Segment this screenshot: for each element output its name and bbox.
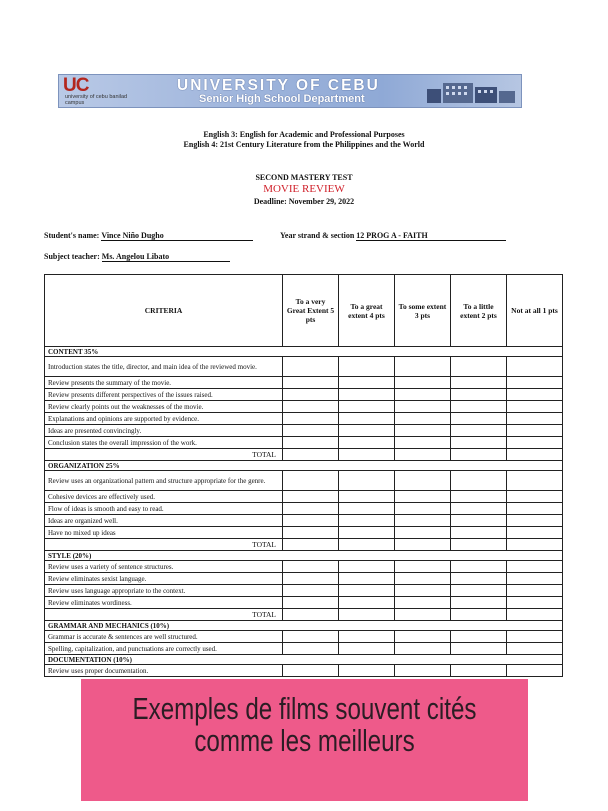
score-cell[interactable] xyxy=(451,413,507,425)
score-cell[interactable] xyxy=(507,491,563,503)
score-cell[interactable] xyxy=(339,573,395,585)
score-cell[interactable] xyxy=(339,357,395,377)
building-icon xyxy=(425,79,517,103)
university-name: UNIVERSITY OF CEBU xyxy=(177,77,380,94)
total-cell[interactable] xyxy=(507,449,563,461)
score-cell[interactable] xyxy=(507,413,563,425)
overlay-caption: Exemples de films souvent cités comme les meilleurs xyxy=(132,691,477,758)
score-cell[interactable] xyxy=(283,573,339,585)
criterion-row xyxy=(45,437,563,449)
criterion-text: Spelling, capitalization, and punctuations are correctly used. xyxy=(45,643,283,655)
score-cell[interactable] xyxy=(283,515,339,527)
criterion-text: Review presents the summary of the movie. xyxy=(45,377,283,389)
score-cell[interactable] xyxy=(507,425,563,437)
total-label: TOTAL xyxy=(45,609,283,621)
score-cell[interactable] xyxy=(395,401,451,413)
score-cell[interactable] xyxy=(283,377,339,389)
score-cell[interactable] xyxy=(339,515,395,527)
score-cell[interactable] xyxy=(339,561,395,573)
score-cell[interactable] xyxy=(451,665,507,677)
score-cell[interactable] xyxy=(451,561,507,573)
column-header: To some extent 3 pts xyxy=(395,275,451,347)
criteria-header: CRITERIA xyxy=(45,275,283,347)
score-cell[interactable] xyxy=(339,377,395,389)
score-cell[interactable] xyxy=(283,527,339,539)
score-cell[interactable] xyxy=(451,425,507,437)
caption-overlay xyxy=(81,679,528,801)
student-name-field xyxy=(44,231,253,241)
strand-label: Year strand & section xyxy=(280,231,355,240)
score-cell[interactable] xyxy=(339,471,395,491)
score-cell[interactable] xyxy=(395,631,451,643)
rubric-table xyxy=(44,274,563,677)
score-cell[interactable] xyxy=(507,471,563,491)
score-cell[interactable] xyxy=(507,665,563,677)
score-cell[interactable] xyxy=(451,437,507,449)
test-deadline: Deadline: November 29, 2022 xyxy=(253,197,355,206)
student-name-label: Student's name: xyxy=(44,231,100,240)
student-name-value: Vince Niño Dugho xyxy=(101,231,253,241)
column-header: To a great extent 4 pts xyxy=(339,275,395,347)
section-row xyxy=(45,461,563,471)
criterion-text: Conclusion states the overall impression of the work. xyxy=(45,437,283,449)
score-cell[interactable] xyxy=(283,357,339,377)
score-cell[interactable] xyxy=(451,585,507,597)
score-cell[interactable] xyxy=(283,491,339,503)
total-cell[interactable] xyxy=(507,539,563,551)
total-cell[interactable] xyxy=(451,449,507,461)
score-cell[interactable] xyxy=(395,471,451,491)
score-cell[interactable] xyxy=(339,401,395,413)
score-cell[interactable] xyxy=(451,491,507,503)
score-cell[interactable] xyxy=(507,515,563,527)
score-cell[interactable] xyxy=(283,389,339,401)
course-line-2: English 4: 21st Century Literature from the Philippines and the World xyxy=(183,140,425,149)
criterion-text: Cohesive devices are effectively used. xyxy=(45,491,283,503)
test-title: SECOND MASTERY TEST xyxy=(255,173,353,182)
score-cell[interactable] xyxy=(507,401,563,413)
criterion-row xyxy=(45,425,563,437)
score-cell[interactable] xyxy=(395,597,451,609)
section-title: ORGANIZATION 25% xyxy=(45,461,563,471)
score-cell[interactable] xyxy=(339,585,395,597)
score-cell[interactable] xyxy=(339,437,395,449)
total-cell[interactable] xyxy=(395,539,451,551)
criterion-text: Ideas are presented convincingly. xyxy=(45,425,283,437)
strand-field xyxy=(280,231,506,241)
score-cell[interactable] xyxy=(507,573,563,585)
total-row xyxy=(45,539,563,551)
score-cell[interactable] xyxy=(451,631,507,643)
total-cell[interactable] xyxy=(339,609,395,621)
total-cell[interactable] xyxy=(283,449,339,461)
criterion-row xyxy=(45,561,563,573)
criterion-text: Review uses proper documentation. xyxy=(45,665,283,677)
criterion-text: Flow of ideas is smooth and easy to read. xyxy=(45,503,283,515)
score-cell[interactable] xyxy=(395,389,451,401)
total-cell[interactable] xyxy=(451,539,507,551)
criterion-text: Review uses a variety of sentence structures. xyxy=(45,561,283,573)
score-cell[interactable] xyxy=(283,503,339,515)
score-cell[interactable] xyxy=(395,413,451,425)
section-title: STYLE (20%) xyxy=(45,551,563,561)
criterion-text: Explanations and opinions are supported by evidence. xyxy=(45,413,283,425)
score-cell[interactable] xyxy=(507,643,563,655)
department-name: Senior High School Department xyxy=(199,93,365,105)
score-cell[interactable] xyxy=(283,401,339,413)
score-cell[interactable] xyxy=(507,631,563,643)
score-cell[interactable] xyxy=(395,643,451,655)
score-cell[interactable] xyxy=(507,527,563,539)
score-cell[interactable] xyxy=(283,471,339,491)
score-cell[interactable] xyxy=(283,631,339,643)
teacher-label: Subject teacher: xyxy=(44,252,100,261)
score-cell[interactable] xyxy=(395,561,451,573)
score-cell[interactable] xyxy=(507,389,563,401)
total-label: TOTAL xyxy=(45,449,283,461)
criterion-row xyxy=(45,665,563,677)
total-cell[interactable] xyxy=(451,609,507,621)
teacher-field xyxy=(44,252,230,262)
criterion-row xyxy=(45,631,563,643)
criterion-row xyxy=(45,585,563,597)
column-header: To a very Great Extent 5 pts xyxy=(283,275,339,347)
criterion-text: Introduction states the title, director, and main idea of the reviewed movie. xyxy=(45,357,283,377)
logo-subtitle: university of cebu banilad campus xyxy=(65,94,128,106)
section-title: DOCUMENTATION (10%) xyxy=(45,655,563,665)
criterion-text: Review uses an organizational pattern and structure appropriate for the genre. xyxy=(45,471,283,491)
score-cell[interactable] xyxy=(507,357,563,377)
score-cell[interactable] xyxy=(283,643,339,655)
total-cell[interactable] xyxy=(283,539,339,551)
criterion-row xyxy=(45,491,563,503)
score-cell[interactable] xyxy=(507,561,563,573)
score-cell[interactable] xyxy=(395,491,451,503)
score-cell[interactable] xyxy=(507,377,563,389)
section-title: GRAMMAR AND MECHANICS (10%) xyxy=(45,621,563,631)
score-cell[interactable] xyxy=(507,503,563,515)
score-cell[interactable] xyxy=(339,665,395,677)
total-cell[interactable] xyxy=(283,609,339,621)
criterion-text: Review presents different perspectives of the issues raised. xyxy=(45,389,283,401)
score-cell[interactable] xyxy=(451,515,507,527)
section-row xyxy=(45,655,563,665)
criterion-row xyxy=(45,389,563,401)
criterion-row xyxy=(45,515,563,527)
score-cell[interactable] xyxy=(451,471,507,491)
score-cell[interactable] xyxy=(395,437,451,449)
score-cell[interactable] xyxy=(451,357,507,377)
score-cell[interactable] xyxy=(283,437,339,449)
score-cell[interactable] xyxy=(395,357,451,377)
total-cell[interactable] xyxy=(339,539,395,551)
score-cell[interactable] xyxy=(451,527,507,539)
score-cell[interactable] xyxy=(451,389,507,401)
score-cell[interactable] xyxy=(339,503,395,515)
score-cell[interactable] xyxy=(395,503,451,515)
criterion-row xyxy=(45,357,563,377)
score-cell[interactable] xyxy=(507,585,563,597)
column-header: Not at all 1 pts xyxy=(507,275,563,347)
score-cell[interactable] xyxy=(339,389,395,401)
score-cell[interactable] xyxy=(451,597,507,609)
score-cell[interactable] xyxy=(339,425,395,437)
score-cell[interactable] xyxy=(339,643,395,655)
criterion-row xyxy=(45,377,563,389)
score-cell[interactable] xyxy=(339,631,395,643)
score-cell[interactable] xyxy=(451,503,507,515)
criterion-text: Review eliminates sexist language. xyxy=(45,573,283,585)
teacher-value: Ms. Angelou Libato xyxy=(102,252,230,262)
criterion-row xyxy=(45,643,563,655)
score-cell[interactable] xyxy=(395,573,451,585)
score-cell[interactable] xyxy=(507,437,563,449)
criterion-text: Review eliminates wordiness. xyxy=(45,597,283,609)
column-header: To a little extent 2 pts xyxy=(451,275,507,347)
section-row xyxy=(45,621,563,631)
score-cell[interactable] xyxy=(283,561,339,573)
criterion-text: Ideas are organized well. xyxy=(45,515,283,527)
criterion-row xyxy=(45,401,563,413)
score-cell[interactable] xyxy=(339,597,395,609)
score-cell[interactable] xyxy=(507,597,563,609)
section-row xyxy=(45,347,563,357)
score-cell[interactable] xyxy=(395,425,451,437)
score-cell[interactable] xyxy=(283,425,339,437)
criterion-row xyxy=(45,597,563,609)
score-cell[interactable] xyxy=(451,377,507,389)
criterion-text: Review clearly points out the weaknesses of the movie. xyxy=(45,401,283,413)
total-row xyxy=(45,609,563,621)
score-cell[interactable] xyxy=(283,413,339,425)
university-banner xyxy=(58,74,522,108)
score-cell[interactable] xyxy=(339,413,395,425)
score-cell[interactable] xyxy=(283,585,339,597)
score-cell[interactable] xyxy=(451,573,507,585)
criterion-row xyxy=(45,471,563,491)
score-cell[interactable] xyxy=(283,665,339,677)
total-cell[interactable] xyxy=(395,449,451,461)
test-subtitle: MOVIE REVIEW xyxy=(263,183,345,195)
score-cell[interactable] xyxy=(451,643,507,655)
score-cell[interactable] xyxy=(451,401,507,413)
score-cell[interactable] xyxy=(395,665,451,677)
section-row xyxy=(45,551,563,561)
score-cell[interactable] xyxy=(395,515,451,527)
criterion-text: Review uses language appropriate to the context. xyxy=(45,585,283,597)
score-cell[interactable] xyxy=(339,491,395,503)
score-cell[interactable] xyxy=(395,377,451,389)
total-label: TOTAL xyxy=(45,539,283,551)
criterion-row xyxy=(45,413,563,425)
criterion-row xyxy=(45,573,563,585)
course-line-1: English 3: English for Academic and Professional Purposes xyxy=(203,130,405,139)
criterion-row xyxy=(45,527,563,539)
total-cell[interactable] xyxy=(339,449,395,461)
total-row xyxy=(45,449,563,461)
score-cell[interactable] xyxy=(395,527,451,539)
score-cell[interactable] xyxy=(339,527,395,539)
total-cell[interactable] xyxy=(395,609,451,621)
university-logo xyxy=(61,76,143,106)
strand-value: 12 PROG A - FAITH xyxy=(356,231,506,241)
score-cell[interactable] xyxy=(283,597,339,609)
criterion-text: Grammar is accurate & sentences are well structured. xyxy=(45,631,283,643)
criterion-row xyxy=(45,503,563,515)
section-title: CONTENT 35% xyxy=(45,347,563,357)
criterion-text: Have no mixed up ideas xyxy=(45,527,283,539)
score-cell[interactable] xyxy=(395,585,451,597)
logo-mark: UC xyxy=(63,75,89,96)
total-cell[interactable] xyxy=(507,609,563,621)
